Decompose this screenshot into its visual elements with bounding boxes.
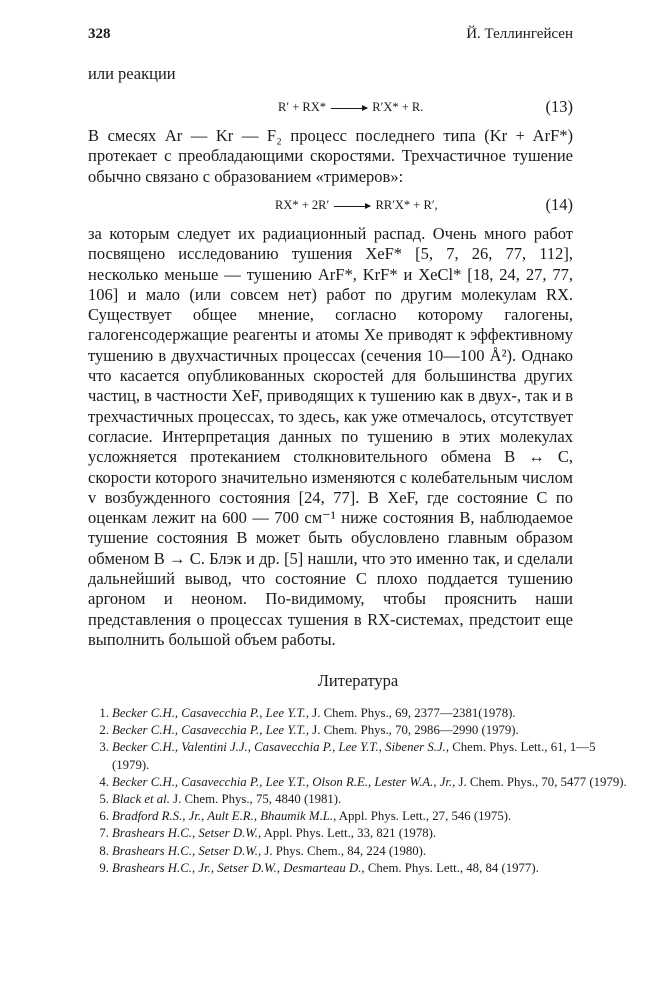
reference-item [88, 791, 628, 808]
reference-number: 9. [99, 860, 109, 875]
equation-13 [88, 97, 573, 117]
reference-number: 7. [99, 826, 109, 841]
reference-number: 1. [99, 706, 109, 720]
references-title: Литература [317, 671, 399, 690]
reference-authors: Black et al. [112, 792, 170, 807]
paragraph-mixtures: В смесях Ar — Kr — F₂ процесс последнего типа (Kr + ArF*) протекает с преобладающими скоростями. Трехчастичное тушение обычно связано с образованием «тримеров»: [88, 126, 573, 186]
equation-13-expression: R′ + RX* R′X* + R. [278, 100, 424, 114]
reference-source: J. Chem. Phys., 70, 2986—2990 (1979). [309, 723, 519, 738]
reference-source: Chem. Phys. Lett., 48, 84 (1977). [364, 860, 539, 875]
running-title: Й. Теллингейсен [466, 26, 573, 42]
equation-13-number: (13) [545, 97, 573, 116]
reference-item [88, 843, 628, 860]
reference-authors: Becker C.H., Casavecchia P., Lee Y.T., [112, 706, 310, 720]
page-header [88, 26, 573, 44]
reference-authors: Bradford R.S., Jr., Ault E.R., Bhaumik M.L., [112, 809, 337, 824]
reference-source: Appl. Phys. Lett., 33, 821 (1978). [261, 826, 437, 841]
reference-source: Chem. Phys. Lett., 61, 1—5 (1979). [112, 740, 596, 772]
reference-number: 5. [99, 792, 109, 807]
reference-source: Appl. Phys. Lett., 27, 546 (1975). [336, 809, 512, 824]
reference-item [88, 774, 628, 791]
equation-14-number: (14) [545, 195, 573, 214]
reference-authors: Becker C.H., Casavecchia P., Lee Y.T., [112, 723, 310, 738]
page-number: 328 [88, 26, 111, 42]
reference-item [88, 739, 628, 773]
reference-number: 4. [99, 774, 109, 789]
reference-authors: Becker C.H., Casavecchia P., Lee Y.T., Olson R.E., Lester W.A., Jr., [112, 774, 456, 789]
intro-line: или реакции [88, 64, 176, 83]
reaction-arrow-icon [331, 108, 367, 109]
reference-number: 3. [99, 740, 109, 755]
reference-number: 2. [99, 723, 109, 738]
reference-source: J. Chem. Phys., 75, 4840 (1981). [169, 792, 342, 807]
reference-source: J. Phys. Chem., 84, 224 (1980). [261, 843, 427, 858]
reference-item [88, 825, 628, 842]
equation-14 [88, 195, 573, 215]
reference-authors: Brashears H.C., Setser D.W., [112, 843, 262, 858]
reaction-arrow-icon [334, 206, 370, 207]
reference-source: J. Chem. Phys., 70, 5477 (1979). [455, 774, 627, 789]
paragraph-quenching: за которым следует их радиационный распад. Очень много работ посвящено исследованию тушения XeF* [5, 7, 26, 77, 112], несколько меньше — тушению ArF*, KrF* и XeCl* [18, 24, 27, 77, 106] и мало (или совсем нет) работ по другим молекулам RX. Существует общее мнение, согласно которому галогены, галогенсодержащие реагенты и атомы Xe приводят к эффективному тушению в двухчастичных процессах (сечения 10—100 Å²). Однако что касается опубликованных скоростей для большинства других частиц, в частности XeF, приводящих к тушению как в двух-, так и в трехчастичных процессах, то здесь, как уже отмечалось, отсутствует согласие. Интерпретация данных по тушению в этих молекулах усложняется протеканием столкновительного обмена B ↔ C, скорости которого значительно изменяются с колебательным числом v возбужденного состояния [24, 77]. В XeF, где состояние C по оценкам лежит на 600 — 700 см⁻¹ ниже состояния B, наблюдаемое тушение состояния B может быть обусловлено главным образом обменом B → C. Блэк и др. [5] нашли, что это именно так, и сделали дальнейший вывод, что состояние C плохо поддается тушению аргоном и неоном. По-видимому, чтобы прояснить наши представления о процессах тушения в RX-системах, предстоит еще выполнить большой объем работы. [88, 224, 573, 649]
reference-number: 6. [99, 809, 109, 824]
reference-item [88, 808, 628, 825]
reference-list [88, 705, 628, 877]
reference-authors: Brashears H.C., Jr., Setser D.W., Desmarteau D., [112, 860, 365, 875]
equation-14-expression: RX* + 2R′ RR′X* + R′, [275, 198, 438, 212]
reference-number: 8. [99, 843, 109, 858]
reference-item [88, 722, 628, 739]
reference-authors: Brashears H.C., Setser D.W., [112, 826, 262, 841]
reference-item [88, 860, 628, 877]
reference-source: J. Chem. Phys., 69, 2377—2381(1978). [309, 706, 516, 720]
reference-item [88, 705, 628, 722]
reference-authors: Becker C.H., Valentini J.J., Casavecchia P., Lee Y.T., Sibener S.J., [112, 740, 450, 755]
